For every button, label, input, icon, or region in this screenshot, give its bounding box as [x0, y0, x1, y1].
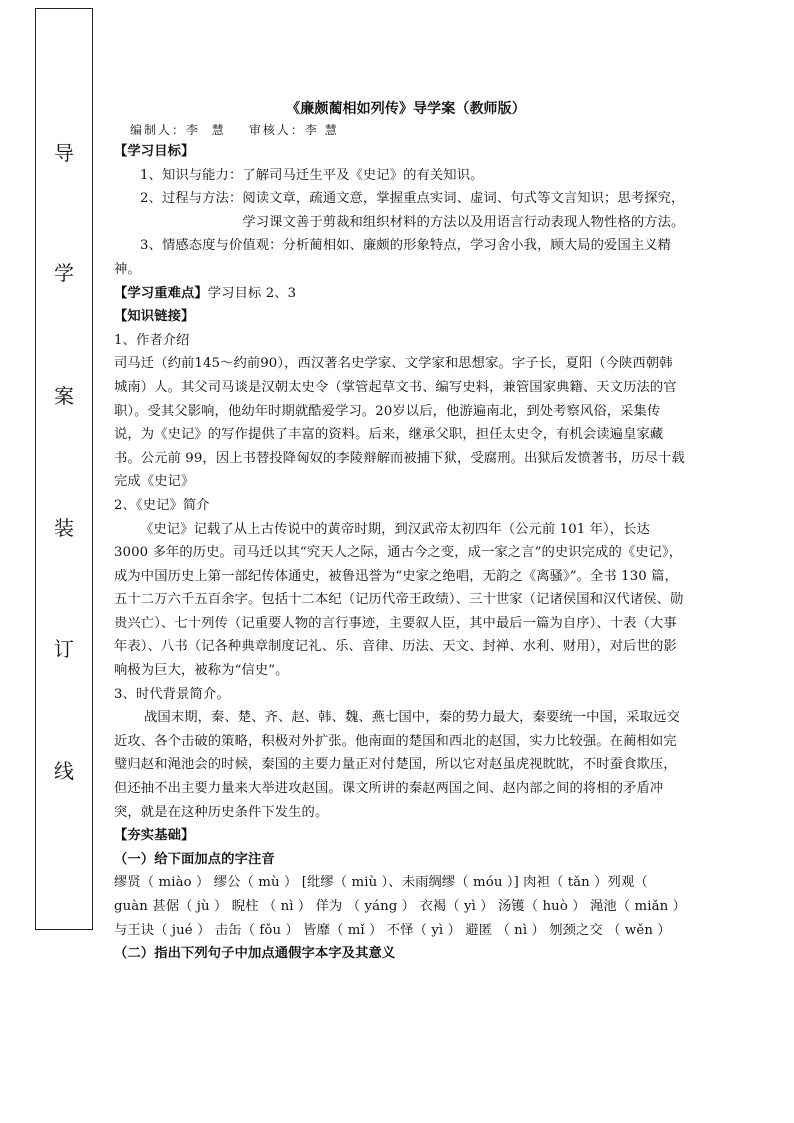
background-title: 3、时代背景简介。 [114, 686, 230, 702]
pinyin-section-title: （一）给下面加点的字注音 [114, 851, 275, 867]
pinyin-exercise-text: 缪贤（ miào ） 缪公（ mù ） [纰缪（ miù ）、未雨绸缪（ móu ）] 肉袒（ tǎn ）列观（ guàn 甚倨（ jù ） 睨柱 （ nì ） 佯为 （ yáng ） 衣褐（ yì ） 汤镬（ huò ） 渑池（ miǎn ） 与王诀（ jué ） 击缶（ fǒu ） 皆靡（ mǐ ） 不怿（ yì ） 避匿 （ nì ） 刎颈之交 （ wěn ） [114, 875, 686, 938]
binding-char-xian: 线 [54, 759, 74, 783]
objective-label: 2、过程与方法： [140, 191, 243, 207]
binding-char-zhuang: 装 [54, 516, 74, 540]
objective-text: 了解司马迁生平及《史记》的有关知识。 [242, 167, 484, 183]
binding-char-dao: 导 [54, 141, 74, 165]
tongjia-section-title: （二）指出下列句子中加点通假字本字及其意义 [114, 946, 396, 962]
objectives-heading: 【学习目标】 [114, 144, 195, 159]
binding-char-ding: 订 [54, 637, 74, 661]
objective-text: 阅读文章，疏通文意，掌握重点实词、虚词、句式等文言知识；思考探究，学习课文善于剪裁和组织材料的方法以及用语言行动表现人物性格的方法。 [242, 191, 685, 230]
objective-item-3: 3、情感态度与价值观：分析蔺相如、廉颇的形象特点，学习舍小我，顾大局的爱国主义精神。 [114, 238, 672, 277]
author-paragraph: 司马迁（约前145～约前90），西汉著名史学家、文学家和思想家。字子长，夏阳（今陕西朝韩城南）人。其父司马谈是汉朝太史令（掌管起草文书、编写史料，兼管国家典籍、天文历法的官职）。受其父影响，他幼年时期就酷爱学习。20岁以后，他游遍南北，到处考察风俗，采集传说，为《史记》的写作提供了丰富的资料。后来，继承父职，担任太史令，有机会读遍皇家藏书。公元前 99，因上书替投降匈奴的李陵辩解而被捕下狱，受腐刑。出狱后发愤著书，历尽十载完成《史记》 [114, 356, 685, 490]
objective-item-2 [114, 187, 686, 234]
binding-margin-strip [35, 8, 93, 930]
shiji-title: 2、《史记》简介 [114, 497, 210, 513]
foundation-heading: 【夯实基础】 [114, 828, 195, 844]
knowledge-heading: 【知识链接】 [114, 309, 195, 325]
binding-char-an: 案 [54, 384, 74, 408]
binding-char-xue: 学 [54, 261, 74, 285]
objective-label: 1、知识与能力： [140, 167, 243, 183]
key-points-heading: 【学习重难点】 [114, 285, 208, 301]
editors-line: 编制人：李 慧 审核人：李 慧 [130, 123, 339, 137]
document-title: 《廉颇蔺相如列传》导学案（教师版） [286, 101, 526, 117]
key-points-text: 学习目标 2、3 [207, 285, 297, 301]
key-points-line [114, 282, 686, 306]
objective-item-1 [114, 164, 686, 188]
document-body [114, 98, 686, 966]
background-paragraph: 战国末期，秦、楚、齐、赵、韩、魏、燕七国中，秦的势力最大，秦要统一中国，采取远交近攻、各个击破的策略，积极对外扩张。他南面的楚国和西北的赵国，实力比较强。在蔺相如完璧归赵和渑池会的时候，秦国的主要力量正对付楚国，所以它对赵虽虎视眈眈，不时蚕食欺压，但还抽不出主要力量来大举进攻赵国。课文所讲的秦赵两国之间、赵内部之间的将相的矛盾冲突，就是在这种历史条件下发生的。 [114, 710, 680, 820]
author-title: 1、作者介绍 [114, 332, 190, 348]
shiji-paragraph: 《史记》记载了从上古传说中的黄帝时期，到汉武帝太初四年（公元前 101 年），长达 3000 多年的历史。司马迁以其“究天人之际，通古今之变，成一家之言”的史识完成的《史记》，成为中国历史上第一部纪传体通史，被鲁迅誉为“史家之绝唱，无韵之《离骚》”。全书 130 篇，五十二万六千五百余字。包括十二本纪（记历代帝王政绩）、三十世家（记诸侯国和汉代诸侯、勋贵兴亡）、七十列传（记重要人物的言行事迹，主要叙人臣，其中最后一篇为自序）、十表（大事年表）、八书（记各种典章制度记礼、乐、音律、历法、天文、封禅、水利、财用），对后世的影响极为巨大，被称为“信史”。 [114, 521, 684, 679]
